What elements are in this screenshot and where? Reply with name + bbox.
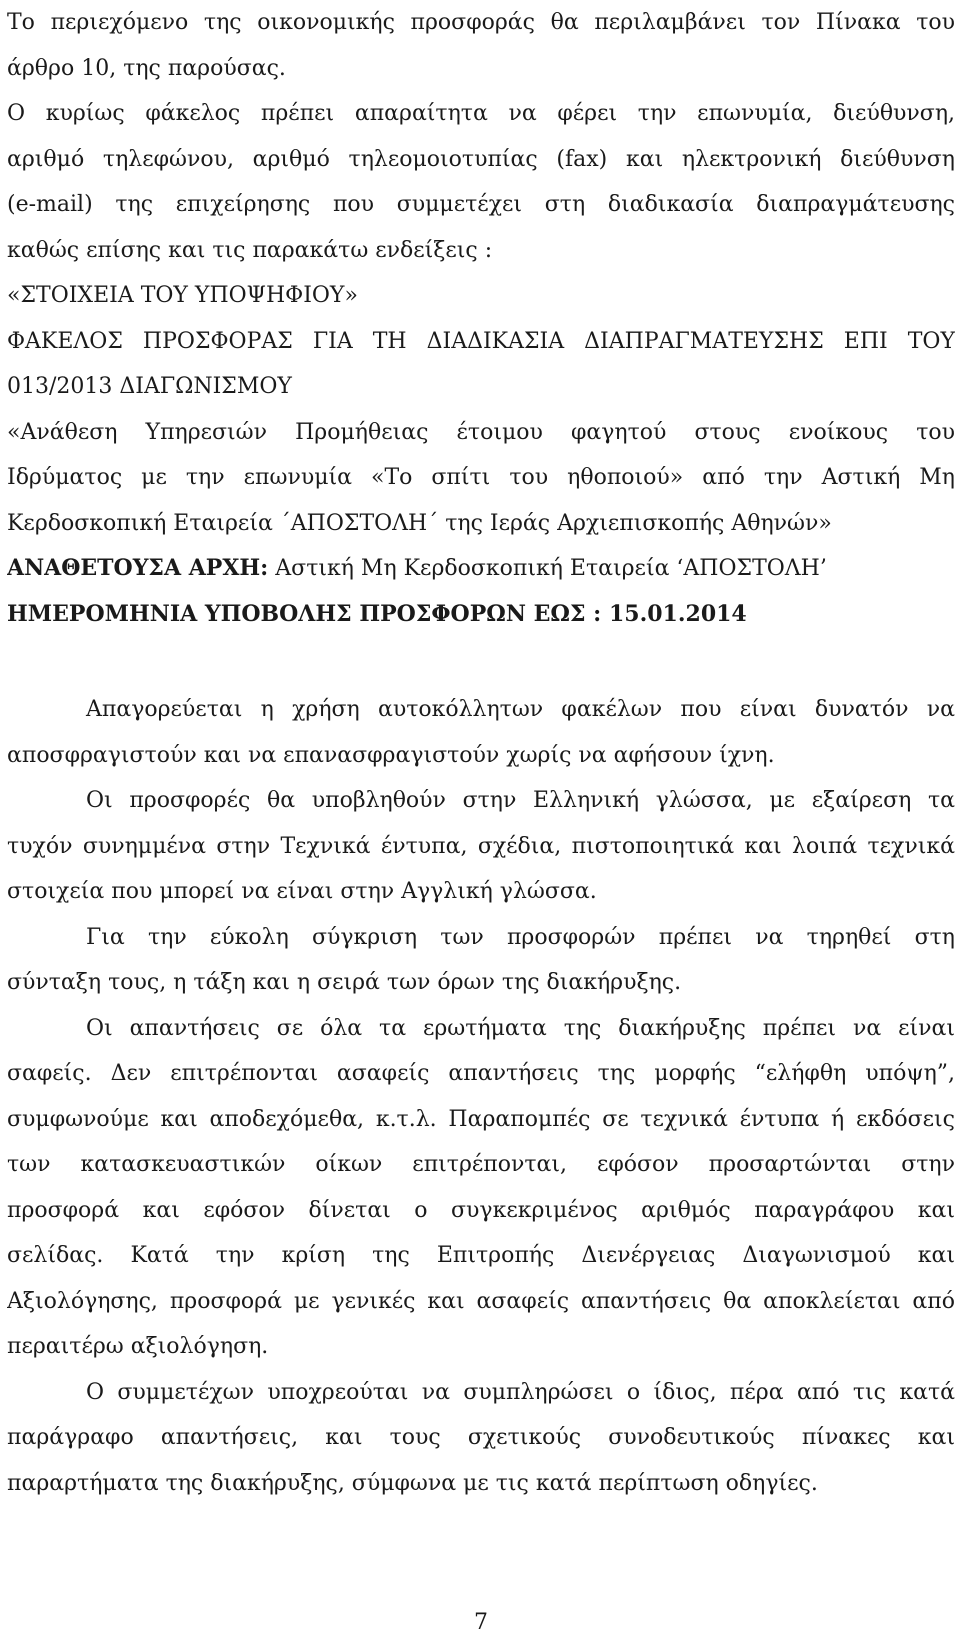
authority-label: ΑΝΑΘΕΤΟΥΣΑ ΑΡΧΗ: <box>7 555 269 581</box>
envelope-paragraph <box>7 91 955 273</box>
page-number: 7 <box>474 1610 488 1635</box>
text-line: Αξιολόγησης, προσφορά με γενικές και ασαφείς απαντήσεις θα αποκλείεται από <box>7 1288 955 1314</box>
text-line: σελίδας. Κατά την κρίση της Επιτροπής Διενέργειας Διαγωνισμού και <box>7 1243 955 1268</box>
text-line: Απαγορεύεται η χρήση αυτοκόλλητων φακέλων που είναι δυνατόν να <box>86 697 955 722</box>
text-line: στοιχεία που μπορεί να είναι στην Αγγλική γλώσσα. <box>7 879 597 904</box>
authority-value: Αστική Μη Κερδοσκοπική Εταιρεία ‘ΑΠΟΣΤΟΛΗ’ <box>268 556 827 581</box>
text-line: Το περιεχόμενο της οικονομικής προσφοράς θα περιλαμβάνει τον Πίνακα του <box>7 10 955 35</box>
language-paragraph <box>7 778 955 915</box>
intro-paragraph <box>7 0 955 91</box>
folder-heading <box>7 319 955 410</box>
text-line: Οι προσφορές θα υποβληθούν στην Ελληνική γλώσσα, με εξαίρεση τα <box>86 788 955 813</box>
text-line: καθώς επίσης και τις παρακάτω ενδείξεις : <box>7 237 493 263</box>
text-line: προσφορά και εφόσον δίνεται ο συγκεκριμένος αριθμός παραγράφου και <box>7 1197 955 1223</box>
contracting-authority <box>7 546 955 592</box>
text-line: Ο συμμετέχων υποχρεούται να συμπληρώσει ο ίδιος, πέρα από τις κατά <box>86 1379 955 1405</box>
submission-deadline: ΗΜΕΡΟΜΗΝΙΑ ΥΠΟΒΟΛΗΣ ΠΡΟΣΦΟΡΩΝ ΕΩΣ : 15.01.2014 <box>7 600 747 627</box>
comparison-paragraph <box>7 915 955 1006</box>
text-line: άρθρο 10, της παρούσας. <box>7 55 286 81</box>
text-line: τυχόν συνημμένα στην Τεχνικά έντυπα, σχέδια, πιστοποιητικά και λοιπά τεχνικά <box>7 833 955 859</box>
text-line: περαιτέρω αξιολόγηση. <box>7 1334 269 1359</box>
text-line: σύνταξη τους, η τάξη και η σειρά των όρων της διακήρυξης. <box>7 970 682 995</box>
text-line: Οι απαντήσεις σε όλα τα ερωτήματα της διακήρυξης πρέπει να είναι <box>86 1015 955 1041</box>
text-line: ΦΑΚΕΛΟΣ ΠΡΟΣΦΟΡΑΣ ΓΙΑ ΤΗ ΔΙΑΔΙΚΑΣΙΑ ΔΙΑΠΡΑΓΜΑΤΕΥΣΗΣ ΕΠΙ ΤΟΥ <box>7 328 955 354</box>
text-line: παραρτήματα της διακήρυξης, σύμφωνα με τις κατά περίπτωση οδηγίες. <box>7 1470 818 1496</box>
text-line: Κερδοσκοπική Εταιρεία ΄ΑΠΟΣΤΟΛΗ΄ της Ιεράς Αρχιεπισκοπής Αθηνών» <box>7 510 832 536</box>
spacer <box>7 637 955 687</box>
subject-block <box>7 410 955 547</box>
text-line: σαφείς. Δεν επιτρέπονται ασαφείς απαντήσεις της μορφής “ελήφθη υπόψη”, <box>7 1061 955 1086</box>
text-line: παράγραφο απαντήσεις, και τους σχετικούς συνοδευτικούς πίνακες και <box>7 1425 955 1450</box>
text-line: Για την εύκολη σύγκριση των προσφορών πρέπει να τηρηθεί στη <box>86 924 955 950</box>
participant-paragraph <box>7 1370 955 1507</box>
text-line: 013/2013 ΔΙΑΓΩΝΙΣΜΟΥ <box>7 374 292 399</box>
text-line: «Ανάθεση Υπηρεσιών Προμήθειας έτοιμου φαγητού στους ενοίκους του <box>7 419 955 445</box>
text-line: συμφωνούμε και αποδεχόμεθα, κ.τ.λ. Παραπομπές σε τεχνικά έντυπα ή εκδόσεις <box>7 1106 955 1132</box>
answers-paragraph <box>7 1006 955 1370</box>
document-page <box>7 0 955 1647</box>
text-line: Ιδρύματος με την επωνυμία «Το σπίτι του ηθοποιού» από την Αστική Μη <box>7 465 955 490</box>
candidate-label: «ΣΤΟΙΧΕΙΑ ΤΟΥ ΥΠΟΨΗΦΙΟΥ» <box>7 283 358 308</box>
text-line: (e-mail) της επιχείρησης που συμμετέχει στη διαδικασία διαπραγμάτευσης <box>7 192 955 217</box>
text-line: των κατασκευαστικών οίκων επιτρέπονται, εφόσον προσαρτώνται στην <box>7 1152 955 1177</box>
adhesive-envelope-paragraph <box>7 687 955 778</box>
text-line: Ο κυρίως φάκελος πρέπει απαραίτητα να φέρει την επωνυμία, διεύθυνση, <box>7 101 955 126</box>
text-line: αποσφραγιστούν και να επανασφραγιστούν χωρίς να αφήσουν ίχνη. <box>7 742 775 768</box>
text-line: αριθμό τηλεφώνου, αριθμό τηλεομοιοτυπίας (fax) και ηλεκτρονική διεύθυνση <box>7 146 955 172</box>
